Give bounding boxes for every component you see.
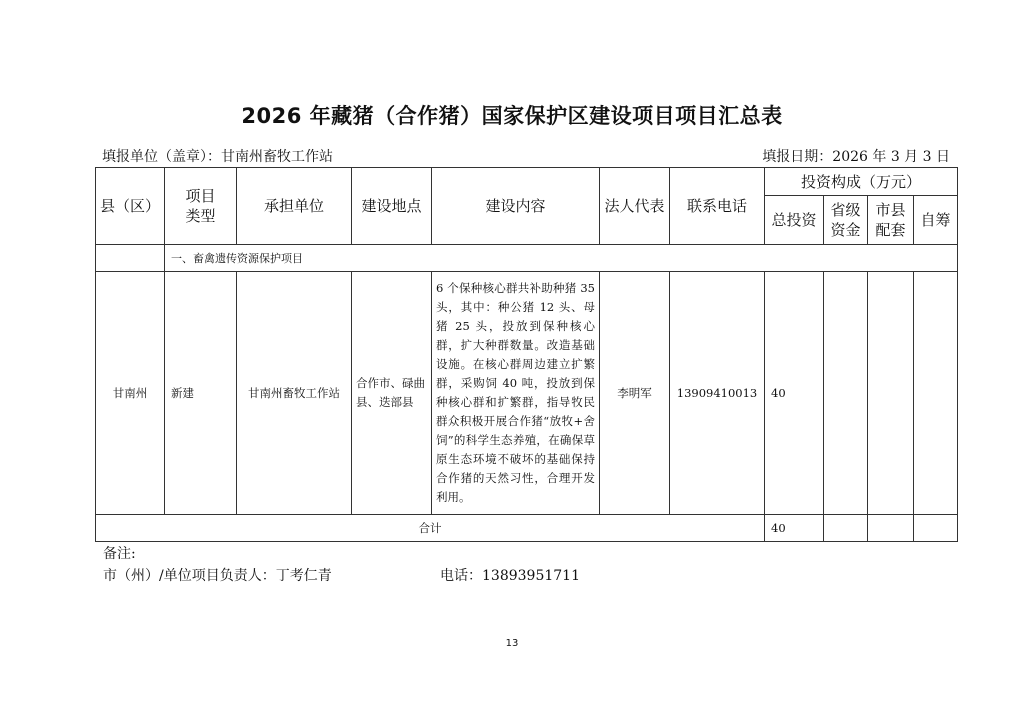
sum-provincial [824,515,868,542]
header-project-type-line1: 项目 [185,187,216,205]
row-legal-rep: 李明军 [600,272,670,515]
row-total: 40 [765,272,824,515]
page-number: 13 [505,638,519,649]
row-self [914,272,958,515]
sum-self [914,515,958,542]
header-investment: 投资构成（万元） [765,168,958,196]
header-phone: 联系电话 [670,168,765,245]
header-county: 县（区） [96,168,165,245]
document-title: 2026 年藏猪（合作猪）国家保护区建设项目项目汇总表 [241,104,783,128]
sum-city [868,515,914,542]
table-row [96,272,958,515]
header-location: 建设地点 [352,168,432,245]
fill-unit: 填报单位（盖章）：甘南州畜牧工作站 [102,149,333,165]
header-city-line1: 市县 [875,201,906,219]
header-city-line2: 配套 [875,221,906,239]
project-summary-table [95,167,958,542]
header-provincial-line1: 省级 [830,201,861,219]
sum-label: 合计 [96,515,765,542]
row-city [868,272,914,515]
row-location: 合作市、碌曲县、迭部县 [352,272,432,515]
header-content: 建设内容 [432,168,600,245]
header-legal-rep: 法人代表 [600,168,670,245]
header-undertaker: 承担单位 [237,168,352,245]
header-provincial-line2: 资金 [830,221,861,239]
section-blank-cell [96,245,165,272]
row-type: 新建 [165,272,237,515]
row-county: 甘南州 [96,272,165,515]
header-total: 总投资 [765,196,824,245]
row-content: 6 个保种核心群共补助种猪 35 头，其中：种公猪 12 头、母猪 25 头，投放到保种核心群，扩大种群数量。改造基础设施。在核心群周边建立扩繁群，采购饲 40 吨，投放到保种核心群和扩繁群，指导牧民群众积极开展合作猪“放牧+舍饲”的科学生态养殖，在确保草原生态环境不破坏的基础保持合作猪的天然习性，合理开发利用。 [432,272,600,515]
sum-row [96,515,958,542]
notes-label: 备注: [103,546,136,562]
notes-responsible: 市（州）/单位项目负责人：丁考仁青 [103,568,332,584]
notes-phone: 电话：13893951711 [440,568,580,584]
sum-total: 40 [765,515,824,542]
row-phone: 13909410013 [670,272,765,515]
section-heading: 一、畜禽遗传资源保护项目 [165,245,958,272]
header-provincial [824,196,868,245]
header-self: 自筹 [914,196,958,245]
row-undertaker: 甘南州畜牧工作站 [237,272,352,515]
header-project-type-line2: 类型 [185,207,216,225]
fill-date: 填报日期：2026 年 3 月 3 日 [762,149,950,165]
header-project-type [165,168,237,245]
header-city [868,196,914,245]
row-provincial [824,272,868,515]
